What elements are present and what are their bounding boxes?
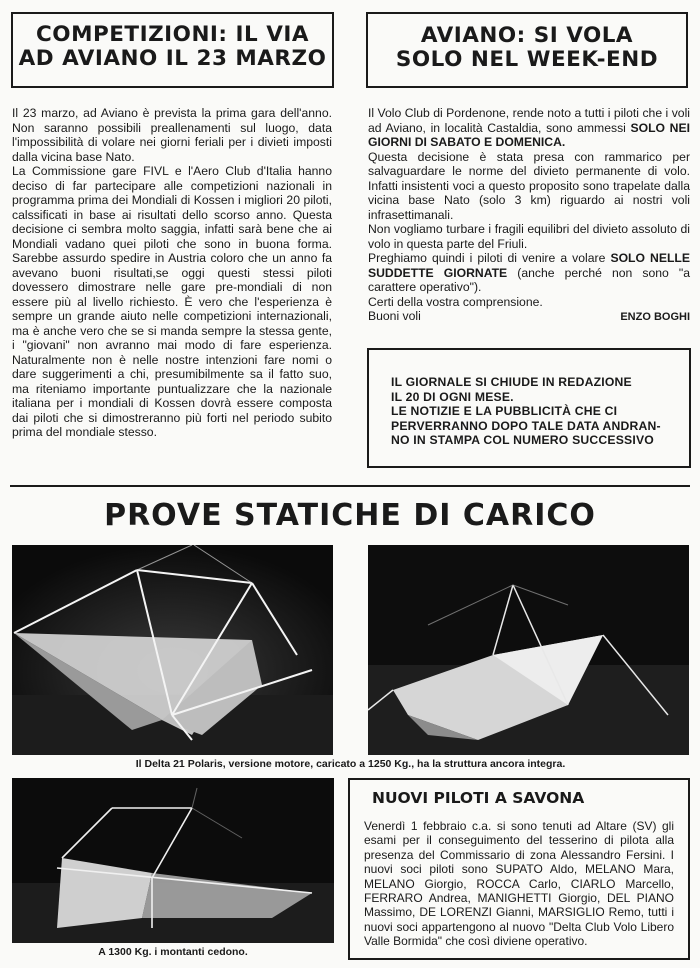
savona-text: Venerdì 1 febbraio c.a. si sono tenuti ad Altare (SV) gli esami per il conseguimento del tesserino di pilota alla presenza del Commissario di zona Alessandro Fersini. I nuovi soci piloti sono SUPATO Aldo, MELANO Mara, MELANO Giorgio, ROCCA Carlo, CIARLO Marcello, FERRARO Andrea, MANIGHETTI Giorgio, DEL PIANO Massimo, DE LORENZI Gianni, MARSIGLIO Remo, tutti i nuovi soci appartengono al nuovo "Delta Club Volo Libero Valle Bormida" che così diviene operativo. — [364, 819, 674, 949]
right-paragraph: Preghiamo quindi i piloti di venire a volare SOLO NELLE SUDDETTE GIORNATE (anche perché non sono "a carattere operativo"). — [368, 251, 691, 294]
notice-box — [367, 348, 691, 468]
photo-glider-load-test-2 — [368, 545, 689, 755]
photo-caption-top: Il Delta 21 Polaris, versione motore, caricato a 1250 Kg., ha la struttura ancora integra. — [135, 758, 566, 770]
left-paragraph: La Commissione gare FIVL e l'Aero Club d'Italia hanno deciso di far partecipare alle competizioni nazionali in programma prima dei Mondiali di Kossen i migliori 20 piloti, calssificati in base ai risultati dello scorso anno. Questa decisione ci sembra molto saggia, infatti sarà bene che ai Mondiali vadano quei piloti che sono in buona forma. Sarebbe assurdo spedire in Austria coloro che un anno fa avevano buoni risultati,se oggi questi stessi piloti dovessero dimostrare nelle gare pre-mondiali di non essere più al livello richiesto. È vero che l'esperienza è sempre un grande aiuto nelle competizioni internazionali, ma è anche vero che se si manda sempre la stessa gente, i "giovani" non avranno mai modo di fare esperienza. Naturalmente non è nelle nostre intenzioni fare nomi o dare suggerimenti a chi, presumibilmente sa il fatto suo, ma riteniamo importante puntualizzare che la nazionale italiana per i mondiali di Kossen dovrà essere composta dai piloti che si dimostreranno più forti nel periodo subito prima del mondiale stesso. — [12, 164, 332, 439]
signature: ENZO BOGHI — [620, 310, 690, 323]
right-headline: AVIANO: SI VOLA SOLO NEL WEEK-END — [395, 23, 659, 73]
right-headline-box — [366, 12, 688, 88]
right-paragraph: Questa decisione è stata presa con rammarico per salvaguardare le norme del divieto permanente di volo. Infatti insistenti voci a questo proposito sono trapelate dalla vicina base Nato (solo 3 km) riguardo ai nostri voli infrasettimanali. — [368, 149, 690, 222]
photo-glider-load-test-3 — [12, 778, 334, 943]
right-paragraph: Buoni voli — [368, 309, 421, 323]
right-article-body — [368, 106, 690, 324]
right-paragraph: Il Volo Club di Pordenone, rende noto a tutti i piloti che i voli ad Aviano, in località Castaldia, sono ammessi SOLO NEI GIORNI DI SABATO E DOMENICA. — [368, 106, 690, 149]
savona-title: NUOVI PILOTI A SAVONA — [372, 789, 585, 807]
left-headline-box — [11, 12, 334, 88]
left-paragraph: Il 23 marzo, ad Aviano è prevista la prima gara dell'anno. Non saranno possibili preallenamenti sul luogo, data l'impossibilità di volare nei giorni feriali per i divieti imposti dalla vicina base Nato. — [12, 106, 332, 164]
hang-glider-illustration — [368, 545, 689, 755]
left-article-body — [12, 106, 332, 440]
right-paragraph: Certi della vostra comprensione. — [368, 294, 543, 309]
hang-glider-illustration — [12, 778, 334, 943]
savona-box — [348, 778, 690, 960]
left-headline: COMPETIZIONI: IL VIA AD AVIANO IL 23 MARZO — [18, 22, 327, 72]
photo-glider-load-test-1 — [12, 545, 333, 755]
notice-text: IL GIORNALE SI CHIUDE IN REDAZIONE IL 20 DI OGNI MESE. LE NOTIZIE E LA PUBBLICITÀ CHE CI PERVERRANNO DOPO TALE DATA ANDRAN- NO IN STAMPA COL NUMERO SUCCESSIVO — [391, 375, 661, 447]
right-paragraph: Non vogliamo turbare i fragili equilibri del divieto assoluto di volo in questa parte del Friuli. — [368, 222, 690, 251]
section-divider — [10, 485, 690, 487]
section-title: PROVE STATICHE DI CARICO — [104, 498, 596, 533]
hang-glider-illustration — [12, 545, 333, 755]
photo-caption-bottom: A 1300 Kg. i montanti cedono. — [98, 946, 248, 958]
